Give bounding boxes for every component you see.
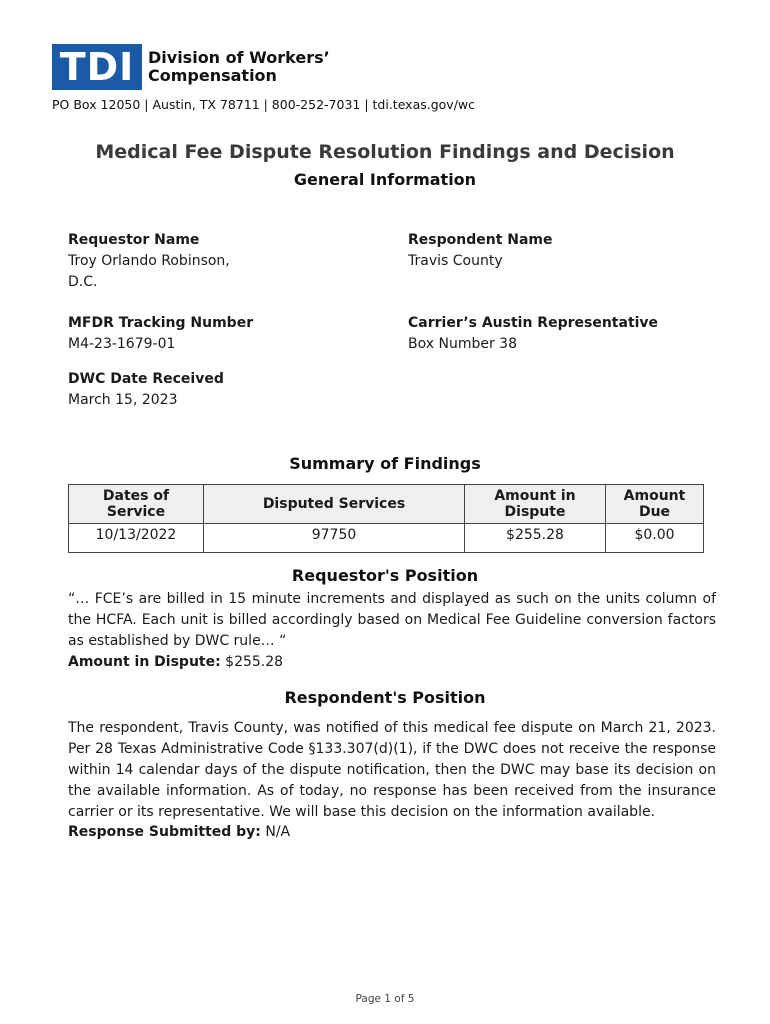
table-row bbox=[69, 524, 704, 553]
table-header-row bbox=[69, 485, 704, 524]
requestor-position-quote: “… FCE’s are billed in 15 minute increments and displayed as such on the units column of the HCFA. Each unit is billed accordingly based on Medical Fee Guideline conversion factors as established by DWC rule… “ bbox=[68, 591, 716, 649]
date-received-value: March 15, 2023 bbox=[68, 392, 178, 408]
requestor-name-label: Requestor Name bbox=[68, 232, 200, 248]
org-address: PO Box 12050 | Austin, TX 78711 | 800-252-7031 | tdi.texas.gov/wc bbox=[52, 97, 475, 112]
page-number: Page 1 of 5 bbox=[355, 993, 415, 1005]
requestor-name-line2: D.C. bbox=[68, 274, 98, 290]
respondent-name-value: Travis County bbox=[408, 253, 503, 269]
document-title: Medical Fee Dispute Resolution Findings and Decision bbox=[95, 141, 675, 163]
respondent-position-text: The respondent, Travis County, was notified of this medical fee dispute on March 21, 2023. Per 28 Texas Administrative Code §133.307(d)(1), if the DWC does not receive the response within 14 calendar days of the dispute notification, then the DWC may base its decision on the available information. As of today, no response has been received from the insurance carrier or its representative. We will base this decision on the information available. bbox=[68, 720, 716, 820]
tdi-logo-mark: TDI bbox=[52, 44, 142, 90]
amount-in-dispute-value: $255.28 bbox=[225, 654, 284, 670]
requestor-position-heading: Requestor's Position bbox=[291, 566, 479, 585]
amount-in-dispute-label: Amount in Dispute: bbox=[68, 654, 221, 670]
org-name-line2: Compensation bbox=[148, 66, 277, 85]
table-cell: 10/13/2022 bbox=[69, 524, 204, 553]
column-header: Disputed Services bbox=[204, 485, 465, 524]
carrier-representative-field bbox=[408, 313, 658, 355]
findings-table bbox=[68, 484, 704, 553]
date-received-field bbox=[68, 369, 224, 411]
general-information-heading: General Information bbox=[293, 170, 477, 189]
org-name-line1: Division of Workers’ bbox=[148, 48, 330, 67]
respondent-name-field bbox=[408, 230, 553, 272]
carrier-representative-value: Box Number 38 bbox=[408, 336, 517, 352]
summary-heading: Summary of Findings bbox=[289, 454, 481, 473]
tracking-number-field bbox=[68, 313, 253, 355]
table-cell: 97750 bbox=[204, 524, 465, 553]
amount-in-dispute-line bbox=[68, 652, 716, 673]
response-submitted-value: N/A bbox=[265, 824, 291, 840]
column-header: Amount in Dispute bbox=[465, 485, 606, 524]
org-name bbox=[148, 49, 330, 85]
carrier-representative-label: Carrier’s Austin Representative bbox=[408, 315, 659, 331]
table-cell: $255.28 bbox=[465, 524, 606, 553]
column-header: Amount Due bbox=[606, 485, 704, 524]
respondent-name-label: Respondent Name bbox=[408, 232, 553, 248]
response-submitted-label: Response Submitted by: bbox=[68, 824, 261, 840]
response-submitted-line bbox=[68, 822, 716, 843]
requestor-name-field bbox=[68, 230, 230, 293]
tracking-number-value: M4-23-1679-01 bbox=[68, 336, 176, 352]
tracking-number-label: MFDR Tracking Number bbox=[68, 315, 254, 331]
respondent-position-heading: Respondent's Position bbox=[284, 688, 486, 707]
date-received-label: DWC Date Received bbox=[68, 371, 224, 387]
table-cell: $0.00 bbox=[606, 524, 704, 553]
column-header: Dates of Service bbox=[69, 485, 204, 524]
requestor-name-line1: Troy Orlando Robinson, bbox=[68, 253, 230, 269]
tdi-logo bbox=[52, 44, 330, 90]
